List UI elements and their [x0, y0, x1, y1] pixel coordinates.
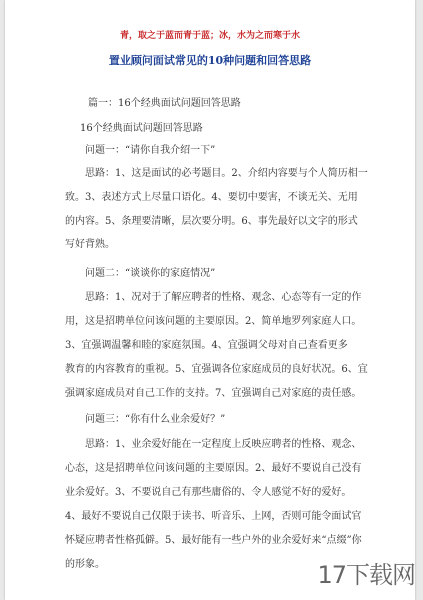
- paragraph-line: 强调家庭成员对自己工作的支持。7、宜强调自己对家庭的责任感。: [65, 388, 362, 399]
- paragraph-line: 业余爱好。3、不要说自己有那些庸俗的、令人感觉不好的爱好。: [65, 487, 352, 498]
- header-motto: 青，取之于蓝而青于蓝；冰，水为之而寒于水: [119, 31, 300, 41]
- paragraph-line: 思路：1、业余爱好能在一定程度上反映应聘者的性格、观念、: [85, 439, 362, 450]
- site-watermark: 17下载网: [317, 561, 415, 589]
- paragraph-line: 的形象。: [65, 559, 105, 570]
- question-three-heading: 问题三：“你有什么业余爱好？”: [85, 414, 226, 425]
- document-title: 置业顾问面试常见的10种问题和回答思路: [108, 54, 312, 67]
- subheading: 16个经典面试问题回答思路: [80, 123, 203, 134]
- paragraph-line: 3、宜强调温馨和睦的家庭氛围。4、宜强调父母对自己查看更多: [65, 340, 348, 351]
- paragraph-line: 用，这是招聘单位问该问题的主要原因。2、简单地罗列家庭人口。: [65, 316, 362, 327]
- paragraph-line: 写好背熟。: [65, 239, 115, 250]
- section-heading: 篇一：16个经典面试问题回答思路: [88, 98, 241, 109]
- question-two-heading: 问题二：“谈谈你的家庭情况”: [85, 268, 216, 279]
- paragraph-line: 的内容。5、条理要清晰，层次要分明。6、事先最好以文字的形式: [65, 216, 358, 227]
- paragraph-line: 4、最好不要说自己仅限于读书、听音乐、上网，否则可能令面试官: [65, 511, 362, 522]
- paragraph-line: 教育的内容教育的重视。5、宜强调各位家庭成员的良好状况。6、宜: [65, 364, 368, 375]
- paragraph-line: 思路：1、这是面试的必考题目。2、介绍内容要与个人简历相一: [85, 168, 368, 179]
- question-one-heading: 问题一：“请你自我介绍一下”: [85, 145, 216, 156]
- paragraph-line: 怀疑应聘者性格孤僻。5、最好能有一些户外的业余爱好来“点缀”你: [65, 535, 362, 546]
- paragraph-line: 思路：1、况对于了解应聘者的性格、观念、心态等有一定的作: [85, 292, 362, 303]
- paragraph-line: 致。3、表述方式上尽量口语化。4、要切中要害，不谈无关、无用: [65, 192, 358, 203]
- paragraph-line: 心态，这是招聘单位问该问题的主要原因。2、最好不要说自己没有: [65, 463, 362, 474]
- document-page: [5, 0, 415, 600]
